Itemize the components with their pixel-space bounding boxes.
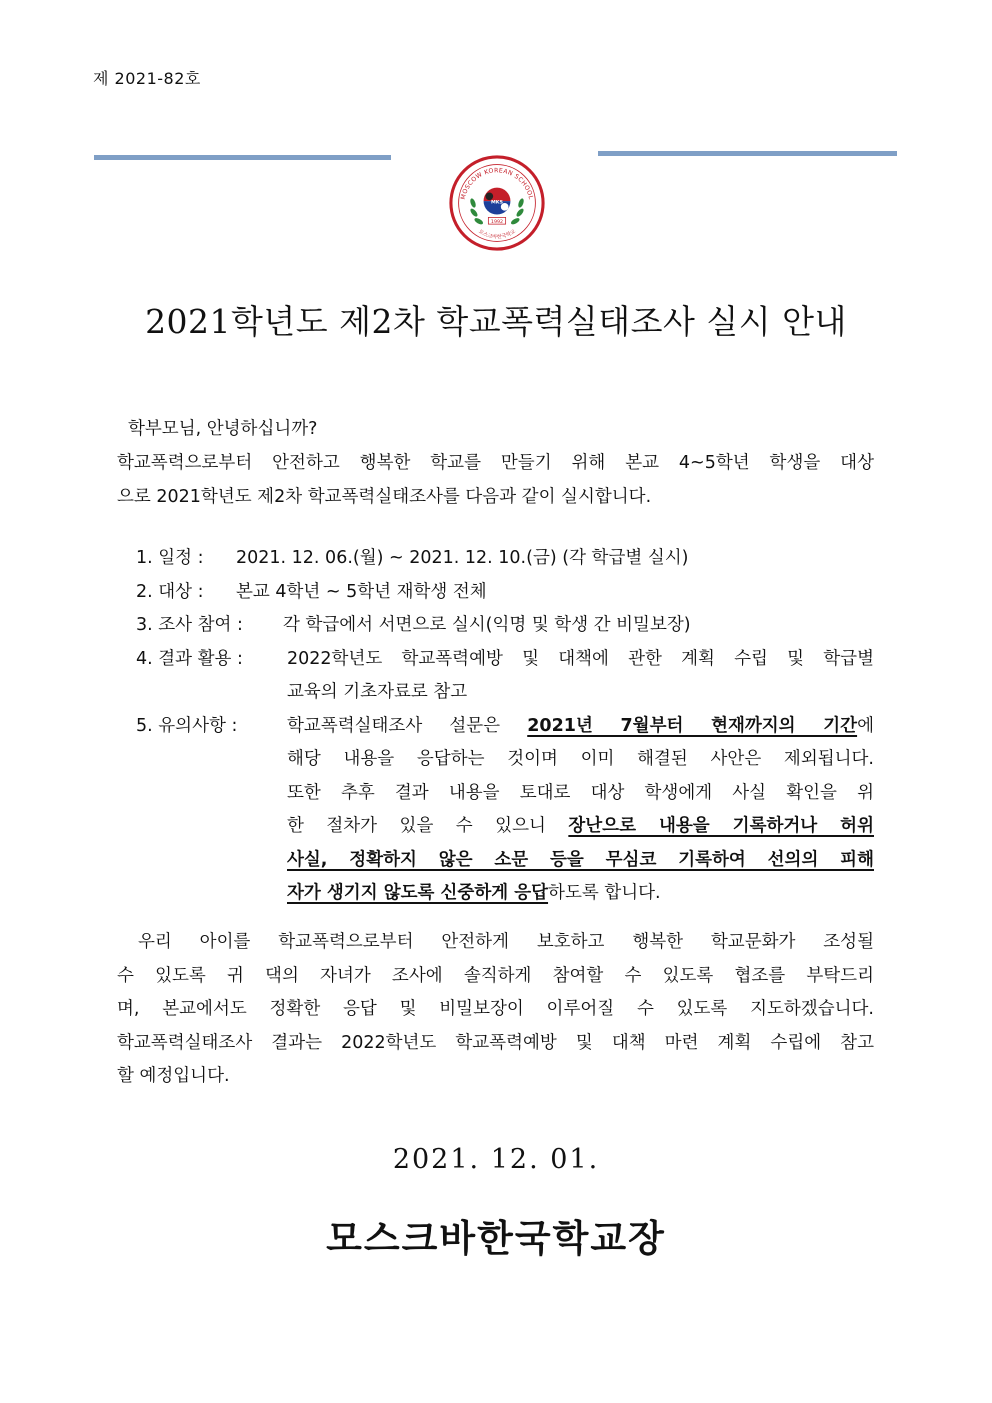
item-usage [0, 643, 992, 710]
item-value: 각 학급에서 서면으로 실시(익명 및 학생 간 비밀보장) [283, 615, 691, 635]
document-number: 제 2021-82호 [93, 69, 201, 88]
item-value-line: 또한 추후 결과 내용을 토대로 대상 학생에게 사실 확인을 위 [287, 782, 874, 803]
text-run: 하도록 합니다. [548, 883, 661, 903]
item-value-line [287, 810, 874, 844]
item-value-line [287, 877, 874, 911]
header-rule-right [598, 151, 897, 156]
item-schedule [0, 542, 992, 576]
closing-paragraph [117, 926, 874, 1094]
item-value-line: 해당 내용을 응답하는 것이며 이미 해결된 사안은 제외됩니다. [287, 749, 874, 769]
item-label: 1. 일정 : [136, 548, 204, 568]
text-run: 학교폭력실태조사 설문은 [287, 715, 501, 736]
item-notes [0, 710, 992, 911]
intro-line: 학교폭력으로부터 안전하고 행복한 학교를 만들기 위해 본교 4~5학년 학생을 대상 [117, 453, 874, 473]
item-value: 본교 4학년 ~ 5학년 재학생 전체 [236, 581, 487, 602]
closing-line: 수 있도록 귀 댁의 자녀가 조사에 솔직하게 참여할 수 있도록 협조를 부탁드리 [117, 965, 874, 986]
svg-text:1992: 1992 [490, 219, 504, 225]
item-participation [0, 609, 992, 643]
closing-line: 학교폭력실태조사 결과는 2022학년도 학교폭력예방 및 대책 마련 계획 수립에 참고 [117, 1032, 874, 1053]
item-list [0, 542, 992, 911]
item-value [287, 643, 874, 710]
svg-text:MKS: MKS [491, 200, 503, 206]
item-value: 2021. 12. 06.(월) ~ 2021. 12. 10.(금) (각 학급별 실시) [236, 548, 689, 568]
underlined-emphasis: 장난으로 내용을 기록하거나 허위 [568, 816, 874, 836]
svg-text:모스크바한국학교: 모스크바한국학교 [477, 228, 517, 241]
closing-line: 우리 아이를 학교폭력으로부터 안전하게 보호하고 행복한 학교문화가 조성될 [138, 932, 874, 952]
intro-line: 으로 2021학년도 제2차 학교폭력실태조사를 다음과 같이 실시합니다. [117, 486, 652, 507]
item-value-line: 교육의 기초자료로 참고 [287, 682, 468, 702]
item-value [287, 710, 874, 911]
intro-paragraph [117, 447, 874, 514]
signer-name: 모스크바한국학교장 [326, 1216, 666, 1260]
item-label: 5. 유의사항 : [136, 715, 238, 736]
issue-date: 2021. 12. 01. [392, 1144, 600, 1175]
item-value-line: 2022학년도 학교폭력예방 및 대책에 관한 계획 수립 및 학급별 [287, 648, 874, 669]
item-label: 2. 대상 : [136, 581, 204, 602]
closing-line: 며, 본교에서도 정확한 응답 및 비밀보장이 이루어질 수 있도록 지도하겠습니다. [117, 999, 874, 1019]
closing-line: 할 예정입니다. [117, 1066, 230, 1086]
item-target [0, 576, 992, 610]
underlined-emphasis: 자가 생기지 않도록 신중하게 응답 [287, 883, 549, 903]
greeting: 학부모님, 안녕하십니까? [128, 419, 318, 439]
text-run: 에 [857, 715, 874, 736]
svg-text:MOSCOW KOREAN SCHOOL: MOSCOW KOREAN SCHOOL [459, 167, 535, 201]
item-label: 4. 결과 활용 : [136, 648, 243, 669]
text-run: 한 절차가 있을 수 있으니 [287, 816, 546, 836]
item-value-line [287, 710, 874, 744]
header-rule-left [94, 155, 391, 160]
underlined-emphasis: 사실, 정확하지 않은 소문 등을 무심코 기록하여 선의의 피해 [287, 849, 874, 870]
item-label: 3. 조사 참여 : [136, 615, 243, 635]
page-title: 2021학년도 제2차 학교폭력실태조사 실시 안내 [145, 302, 847, 341]
school-seal-logo [449, 155, 545, 251]
underlined-emphasis: 2021년 7월부터 현재까지의 기간 [527, 715, 858, 736]
